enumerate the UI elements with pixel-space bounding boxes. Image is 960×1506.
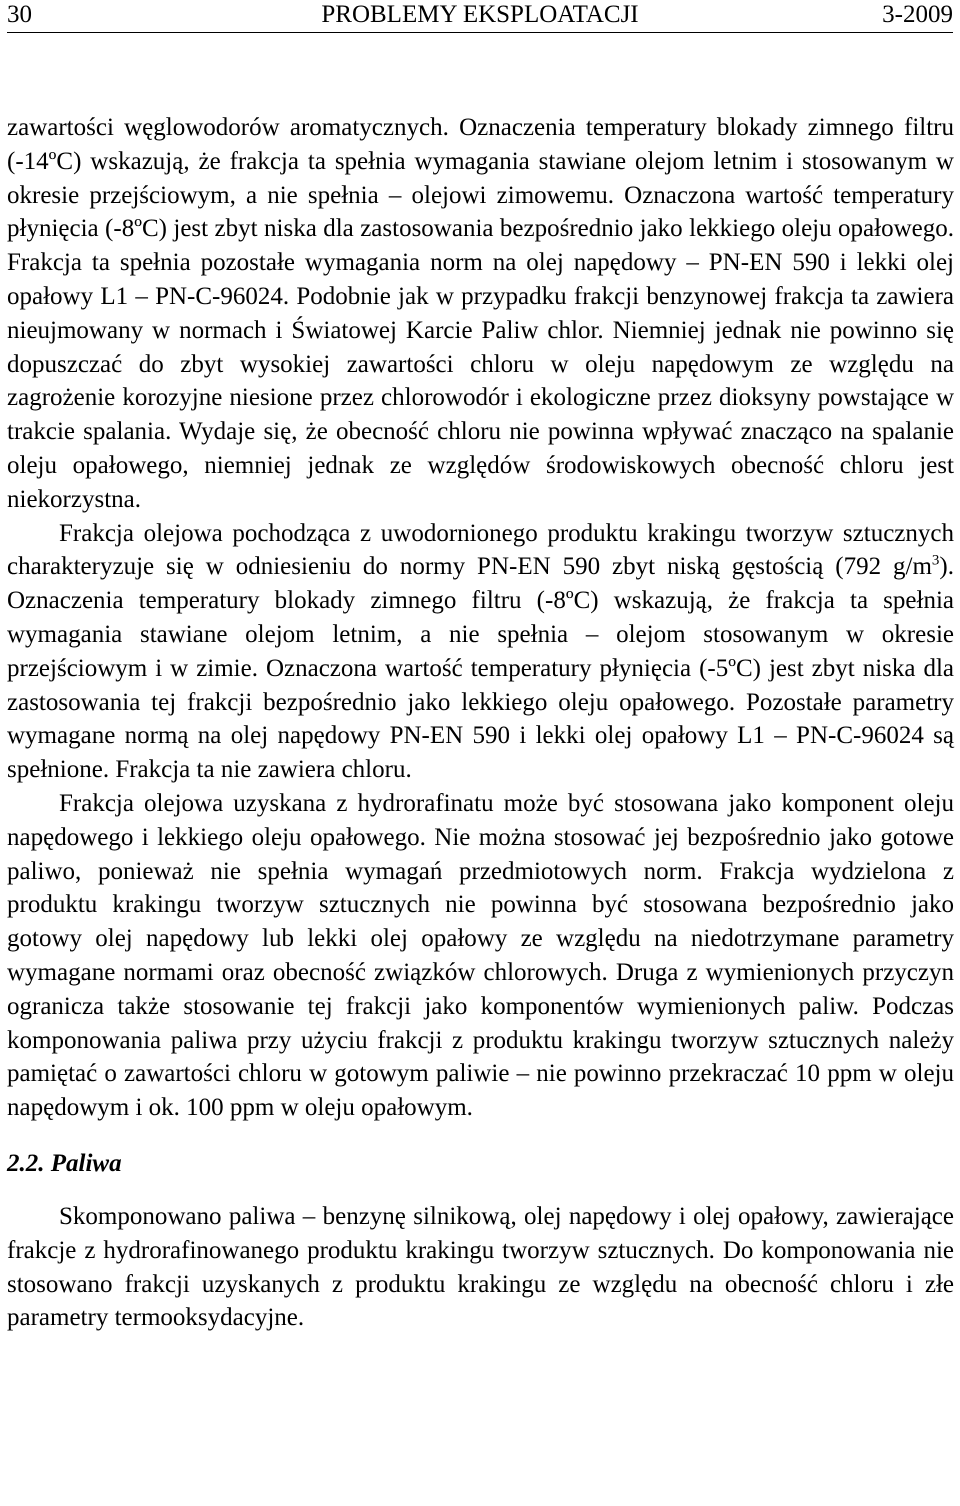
- paragraph-oil-fraction-hydrogenated: [7, 517, 954, 787]
- superscript-exponent: 3: [931, 553, 940, 570]
- paragraph-text-part: ). Oznaczenia temperatury blokady zimnego filtru (-8ºC) wskazują, że frakcja ta spełnia wymagania stawiane olejom letnim, a nie spełnia – olejom stosowanym w okresie przejściowym i w zimie. Oznaczona wartość temperatury płynięcia (-5ºC) jest zbyt niska dla zastosowania tej frakcji bezpośrednio jako lekkiego oleju opałowego. Pozostałe parametry wymagane normą na olej napędowy PN-EN 590 i lekki olej opałowy L1 – PN-C-96024 są spełnione. Frakcja ta nie zawiera chloru.: [7, 553, 954, 784]
- paragraph-oil-fraction-hydrorafinate: Frakcja olejowa uzyskana z hydrorafinatu może być stosowana jako komponent oleju napędowego i lekkiego oleju opałowego. Nie można stosować jej bezpośrednio jako gotowe paliwo, ponieważ nie spełnia wymagań przedmiotowych norm. Frakcja wydzielona z produktu krakingu tworzyw sztucznych nie powinna być stosowana bezpośrednio jako gotowy olej napędowy lub lekki olej opałowy ze względu na niedotrzymane parametry wymagane normami oraz obecność związków chlorowych. Druga z wymienionych przyczyn ogranicza także stosowanie tej frakcji jako komponentów wymienionych paliw. Podczas komponowania paliwa przy użyciu frakcji z produktu krakingu tworzyw sztucznych należy pamiętać o zawartości chloru w gotowym paliwie – nie powinno przekraczać 10 ppm w oleju napędowym i ok. 100 ppm w oleju opałowym.: [7, 789, 954, 1122]
- issue-number: 3-2009: [882, 1, 953, 28]
- page-body: [7, 111, 954, 1335]
- paragraph-text-part: Frakcja olejowa pochodząca z uwodornionego produktu krakingu tworzyw sztucznych charakteryzuje się w odniesieniu do normy PN-EN 590 zbyt niską gęstością (792 g/m: [7, 519, 954, 581]
- journal-title: PROBLEMY EKSPLOATACJI: [321, 1, 639, 28]
- page-number: 30: [7, 1, 32, 28]
- section-heading: 2.2. Paliwa: [7, 1149, 122, 1177]
- running-header: [7, 0, 953, 33]
- paragraph-continuation: zawartości węglowodorów aromatycznych. Oznaczenia temperatury blokady zimnego filtru (-14ºC) wskazują, że frakcja ta spełnia wymagania stawiane olejom letnim i stosowanym w okresie przejściowym, a nie spełnia – olejowi zimowemu. Oznaczona wartość temperatury płynięcia (-8ºC) jest zbyt niska dla zastosowania bezpośrednio jako lekkiego oleju opałowego. Frakcja ta spełnia pozostałe wymagania norm na olej napędowy – PN-EN 590 i lekki olej opałowy L1 – PN-C-96024. Podobnie jak w przypadku frakcji benzynowej frakcja ta zawiera nieujmowany w normach i Światowej Karcie Paliw chlor. Niemniej jednak nie powinno się dopuszczać do zbyt wysokiej zawartości chloru w oleju napędowym ze względu na zagrożenie korozyjne niesione przez chlorowodór i ekologiczne przez dioksyny powstające w trakcie spalania. Wydaje się, że obecność chloru nie powinna wpływać znacząco na spalanie oleju opałowego, niemniej jednak ze względów środowiskowych obecność chloru jest niekorzystna.: [7, 114, 954, 513]
- paragraph-fuels: Skomponowano paliwa – benzynę silnikową, olej napędowy i olej opałowy, zawierające frakcje z hydrorafinowanego produktu krakingu tworzyw sztucznych. Do komponowania nie stosowano frakcji uzyskanych z produktu krakingu ze względu na obecność chloru i złe parametry termooksydacyjne.: [7, 1202, 954, 1332]
